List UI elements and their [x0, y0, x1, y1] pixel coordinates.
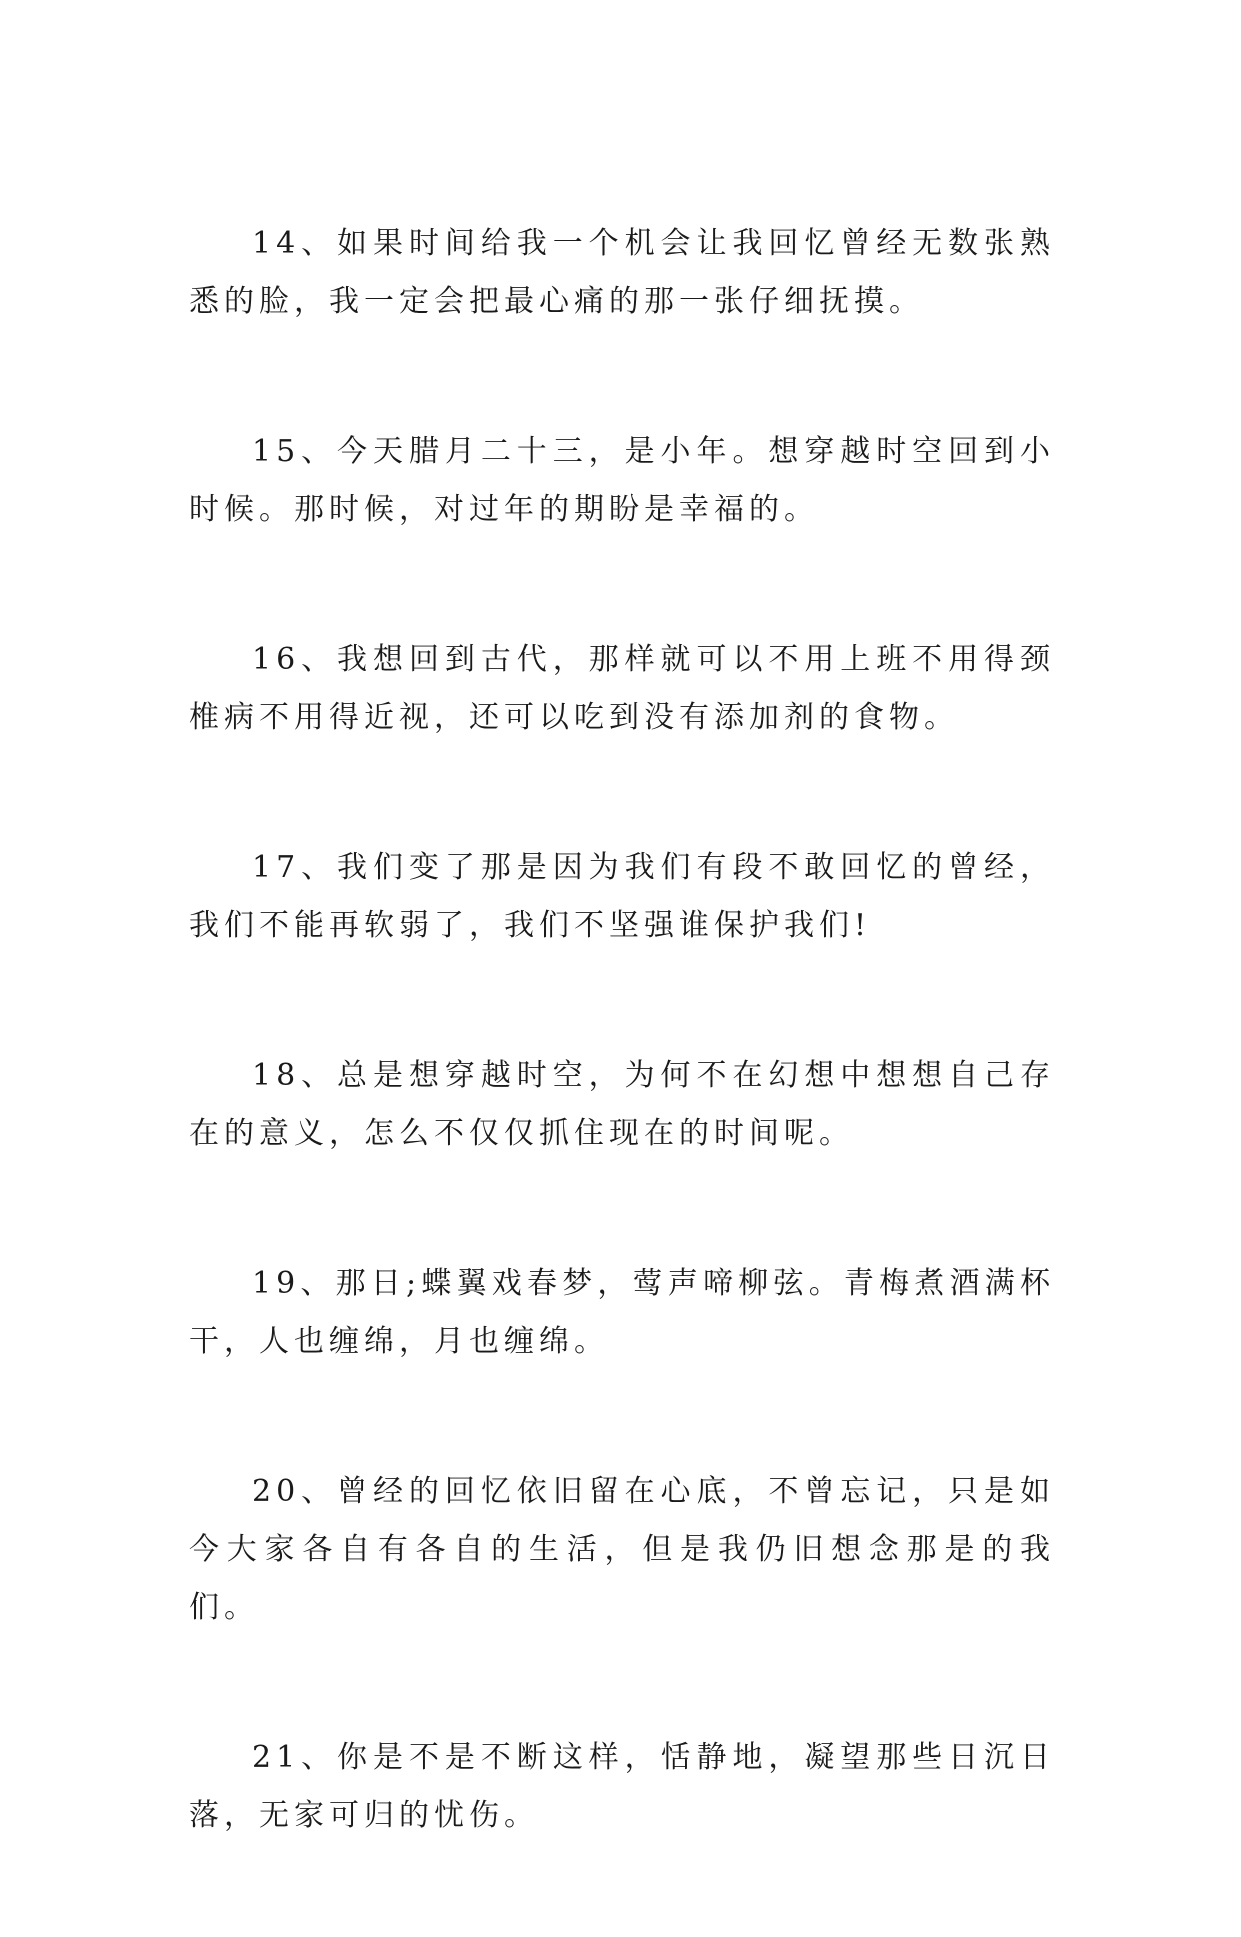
paragraph-16: 16、我想回到古代，那样就可以不用上班不用得颈椎病不用得近视，还可以吃到没有添加剂的食物。 [189, 642, 1055, 735]
paragraph-19: 19、那日;蝶翼戏春梦，莺声啼柳弦。青梅煮酒满杯干，人也缠绵，月也缠绵。 [189, 1266, 1055, 1359]
paragraph-14: 14、如果时间给我一个机会让我回忆曾经无数张熟悉的脸，我一定会把最心痛的那一张仔细抚摸。 [189, 226, 1055, 319]
paragraph-15: 15、今天腊月二十三，是小年。想穿越时空回到小时候。那时候，对过年的期盼是幸福的。 [189, 434, 1055, 527]
paragraph-21: 21、你是不是不断这样，恬静地，凝望那些日沉日落，无家可归的忧伤。 [189, 1740, 1055, 1833]
paragraph-20: 20、曾经的回忆依旧留在心底，不曾忘记，只是如今大家各自有各自的生活，但是我仍旧想念那是的我们。 [189, 1474, 1055, 1625]
document-body [189, 215, 1055, 1937]
paragraph-17: 17、我们变了那是因为我们有段不敢回忆的曾经，我们不能再软弱了，我们不坚强谁保护我们! [189, 850, 1055, 943]
paragraph-18: 18、总是想穿越时空，为何不在幻想中想想自己存在的意义，怎么不仅仅抓住现在的时间呢。 [189, 1058, 1055, 1151]
